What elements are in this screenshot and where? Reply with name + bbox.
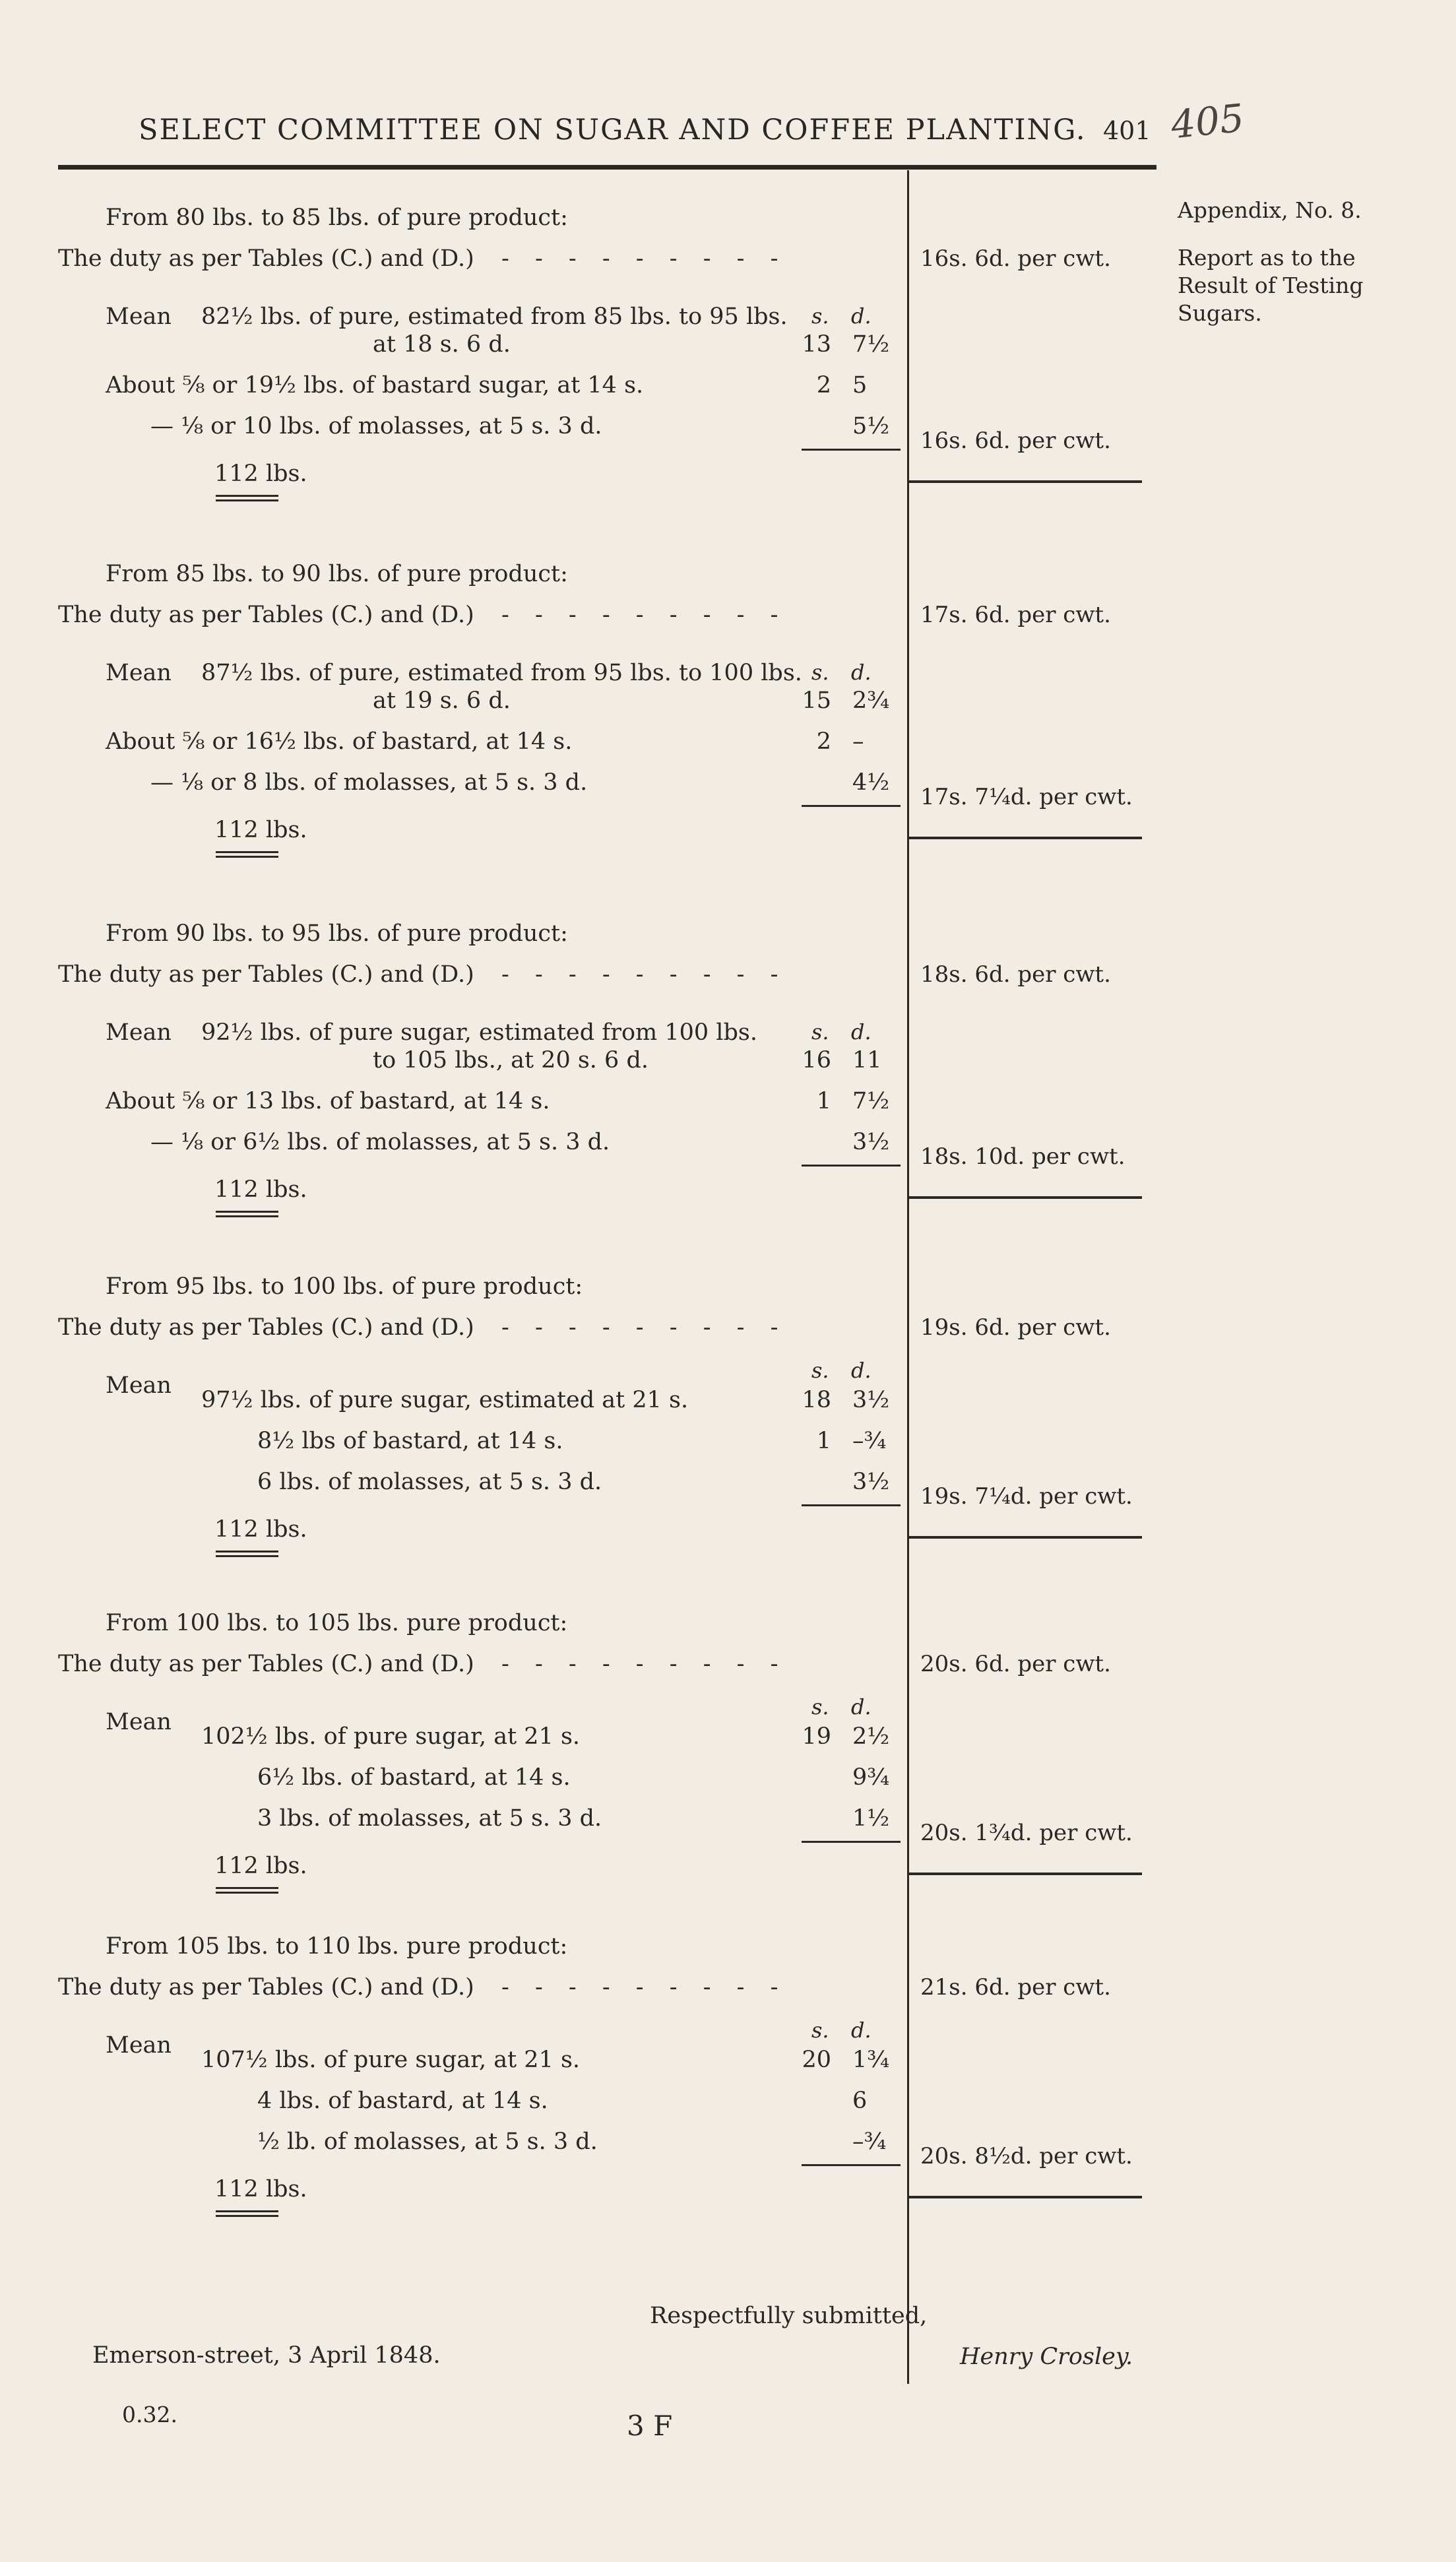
margin-note-subtitle: Report as to the Result of Testing Sugars.: [1178, 245, 1364, 326]
row-text: 6½ lbs. of bastard, at 14 s.: [257, 1764, 571, 1791]
shillings-header: s.: [811, 304, 829, 329]
row-text: 82½ lbs. of pure, estimated from 85 lbs. to 95 lbs.: [201, 304, 788, 330]
amount-shillings: 2: [816, 372, 831, 399]
amount-pence: 3½: [852, 1387, 890, 1413]
total-rule: [802, 1841, 901, 1843]
footer-signature: Henry Crosley.: [960, 2344, 1133, 2370]
duty-amount: 16s. 6d. per cwt.: [920, 245, 1111, 272]
mean-label: Mean: [106, 2032, 172, 2059]
total-weight: 112 lbs.: [214, 817, 307, 843]
leader-dashes: - - - - - - - - -: [501, 1651, 788, 1677]
header-rule: [58, 165, 1156, 170]
row-text: — ⅛ or 8 lbs. of molasses, at 5 s. 3 d.: [150, 769, 588, 796]
total-amount: 20s. 8½d. per cwt.: [920, 2143, 1133, 2169]
duty-label: The duty as per Tables (C.) and (D.): [58, 602, 474, 628]
amount-pence: 3½: [852, 1129, 890, 1155]
duty-amount: 17s. 6d. per cwt.: [920, 602, 1111, 628]
amount-shillings: 18: [802, 1387, 831, 1413]
total-weight: 112 lbs.: [214, 1176, 307, 1203]
row-text: 6 lbs. of molasses, at 5 s. 3 d.: [257, 1469, 602, 1495]
pence-header: d.: [851, 2018, 871, 2043]
total-rule: [802, 1504, 901, 1506]
row-text: About ⅝ or 13 lbs. of bastard, at 14 s.: [106, 1088, 550, 1114]
total-weight: 112 lbs.: [214, 1853, 307, 1879]
amount-pence: 5: [852, 372, 868, 399]
row-text: — ⅛ or 6½ lbs. of molasses, at 5 s. 3 d.: [150, 1129, 610, 1155]
amount-shillings: 20: [802, 2047, 831, 2073]
amount-pence: 2¾: [852, 688, 890, 714]
row-text-continued: to 105 lbs., at 20 s. 6 d.: [373, 1047, 649, 1073]
amount-pence: 5½: [852, 413, 890, 439]
section-heading: From 80 lbs. to 85 lbs. of pure product:: [106, 205, 568, 231]
duty-label: The duty as per Tables (C.) and (D.): [58, 1314, 474, 1341]
amount-shillings: 15: [802, 688, 831, 714]
section-rule: [909, 837, 1142, 839]
total-rule: [802, 805, 901, 807]
duty-label: The duty as per Tables (C.) and (D.): [58, 1974, 474, 2001]
duty-label: The duty as per Tables (C.) and (D.): [58, 1651, 474, 1677]
section-rule: [909, 1196, 1142, 1199]
total-amount: 20s. 1¾d. per cwt.: [920, 1820, 1133, 1846]
total-weight: 112 lbs.: [214, 1516, 307, 1543]
amount-pence: 7½: [852, 331, 890, 358]
shillings-header: s.: [811, 1019, 829, 1044]
double-rule: [216, 2210, 278, 2217]
mean-label: Mean: [106, 1372, 172, 1399]
signature-mark: 3 F: [627, 2410, 673, 2442]
amount-pence: –: [852, 728, 864, 755]
amount-shillings: 19: [802, 1723, 831, 1750]
duty-label: The duty as per Tables (C.) and (D.): [58, 245, 474, 272]
row-text: — ⅛ or 10 lbs. of molasses, at 5 s. 3 d.: [150, 413, 602, 439]
row-text: About ⅝ or 16½ lbs. of bastard, at 14 s.: [106, 728, 573, 755]
total-amount: 16s. 6d. per cwt.: [920, 428, 1111, 454]
page-title: SELECT COMMITTEE ON SUGAR AND COFFEE PLANTING.: [139, 113, 1087, 146]
footer-address: Emerson-street, 3 April 1848.: [92, 2342, 441, 2369]
pence-header: d.: [851, 660, 871, 685]
row-text: 3 lbs. of molasses, at 5 s. 3 d.: [257, 1805, 602, 1832]
mean-label: Mean: [106, 660, 172, 686]
amount-pence: –¾: [852, 1428, 887, 1454]
total-weight: 112 lbs.: [214, 2176, 307, 2202]
amount-pence: 11: [852, 1047, 882, 1073]
amount-shillings: 2: [816, 728, 831, 755]
row-text: About ⅝ or 19½ lbs. of bastard sugar, at 14 s.: [106, 372, 644, 399]
pence-header: d.: [851, 1358, 871, 1383]
page-number: 401: [1103, 116, 1151, 145]
row-text: 102½ lbs. of pure sugar, at 21 s.: [201, 1723, 581, 1750]
section-heading: From 95 lbs. to 100 lbs. of pure product:: [106, 1273, 583, 1300]
leader-dashes: - - - - - - - - -: [501, 1974, 788, 2001]
pence-header: d.: [851, 304, 871, 329]
section-heading: From 90 lbs. to 95 lbs. of pure product:: [106, 920, 568, 947]
double-rule: [216, 495, 278, 501]
duty-amount: 20s. 6d. per cwt.: [920, 1651, 1111, 1677]
row-text-continued: at 19 s. 6 d.: [373, 688, 511, 714]
mean-label: Mean: [106, 1019, 172, 1046]
total-weight: 112 lbs.: [214, 461, 307, 487]
amount-pence: 1½: [852, 1805, 890, 1832]
amount-pence: 2½: [852, 1723, 890, 1750]
shillings-header: s.: [811, 2018, 829, 2043]
pence-header: d.: [851, 1694, 871, 1719]
section-rule: [909, 2196, 1142, 2198]
amount-shillings: 1: [816, 1088, 831, 1114]
total-amount: 17s. 7¼d. per cwt.: [920, 784, 1133, 810]
double-rule: [216, 1551, 278, 1557]
shillings-header: s.: [811, 1358, 829, 1383]
amount-shillings: 13: [802, 331, 831, 358]
leader-dashes: - - - - - - - - -: [501, 1314, 788, 1341]
total-amount: 18s. 10d. per cwt.: [920, 1143, 1125, 1170]
margin-note-title: Appendix, No. 8.: [1178, 197, 1362, 223]
shillings-header: s.: [811, 1694, 829, 1719]
pence-header: d.: [851, 1019, 871, 1044]
double-rule: [216, 1211, 278, 1217]
duty-label: The duty as per Tables (C.) and (D.): [58, 961, 474, 988]
footer-code: 0.32.: [122, 2402, 177, 2427]
amount-pence: –¾: [852, 2129, 887, 2155]
mean-label: Mean: [106, 1709, 172, 1735]
row-text-continued: at 18 s. 6 d.: [373, 331, 511, 358]
row-text: 97½ lbs. of pure sugar, estimated at 21 s.: [201, 1387, 689, 1413]
amount-pence: 1¾: [852, 2047, 890, 2073]
leader-dashes: - - - - - - - - -: [501, 961, 788, 988]
row-text: 4 lbs. of bastard, at 14 s.: [257, 2088, 548, 2114]
double-rule: [216, 1887, 278, 1894]
row-text: 8½ lbs of bastard, at 14 s.: [257, 1428, 563, 1454]
section-rule: [909, 1873, 1142, 1875]
leader-dashes: - - - - - - - - -: [501, 245, 788, 272]
section-rule: [909, 1536, 1142, 1539]
total-amount: 19s. 7¼d. per cwt.: [920, 1483, 1133, 1510]
duty-amount: 19s. 6d. per cwt.: [920, 1314, 1111, 1341]
leader-dashes: - - - - - - - - -: [501, 602, 788, 628]
amount-pence: 7½: [852, 1088, 890, 1114]
row-text: 92½ lbs. of pure sugar, estimated from 100 lbs.: [201, 1019, 757, 1046]
duty-amount: 21s. 6d. per cwt.: [920, 1974, 1111, 2001]
amount-shillings: 16: [802, 1047, 831, 1073]
section-heading: From 85 lbs. to 90 lbs. of pure product:: [106, 561, 568, 587]
amount-pence: 6: [852, 2088, 868, 2114]
amount-shillings: 1: [816, 1428, 831, 1454]
handwritten-page-number: 405: [1168, 95, 1246, 148]
total-rule: [802, 2164, 901, 2166]
amount-pence: 3½: [852, 1469, 890, 1495]
total-rule: [802, 1165, 901, 1167]
section-heading: From 105 lbs. to 110 lbs. pure product:: [106, 1933, 568, 1960]
row-text: 87½ lbs. of pure, estimated from 95 lbs. to 100 lbs.: [201, 660, 802, 686]
shillings-header: s.: [811, 660, 829, 685]
section-heading: From 100 lbs. to 105 lbs. pure product:: [106, 1610, 568, 1636]
footer-submitted: Respectfully submitted,: [650, 2303, 928, 2329]
double-rule: [216, 851, 278, 858]
column-divider: [907, 170, 909, 2384]
row-text: 107½ lbs. of pure sugar, at 21 s.: [201, 2047, 581, 2073]
margin-note: [1178, 197, 1395, 327]
duty-amount: 18s. 6d. per cwt.: [920, 961, 1111, 988]
amount-pence: 9¾: [852, 1764, 890, 1791]
total-rule: [802, 449, 901, 451]
row-text: ½ lb. of molasses, at 5 s. 3 d.: [257, 2129, 598, 2155]
section-rule: [909, 480, 1142, 483]
amount-pence: 4½: [852, 769, 890, 796]
mean-label: Mean: [106, 304, 172, 330]
